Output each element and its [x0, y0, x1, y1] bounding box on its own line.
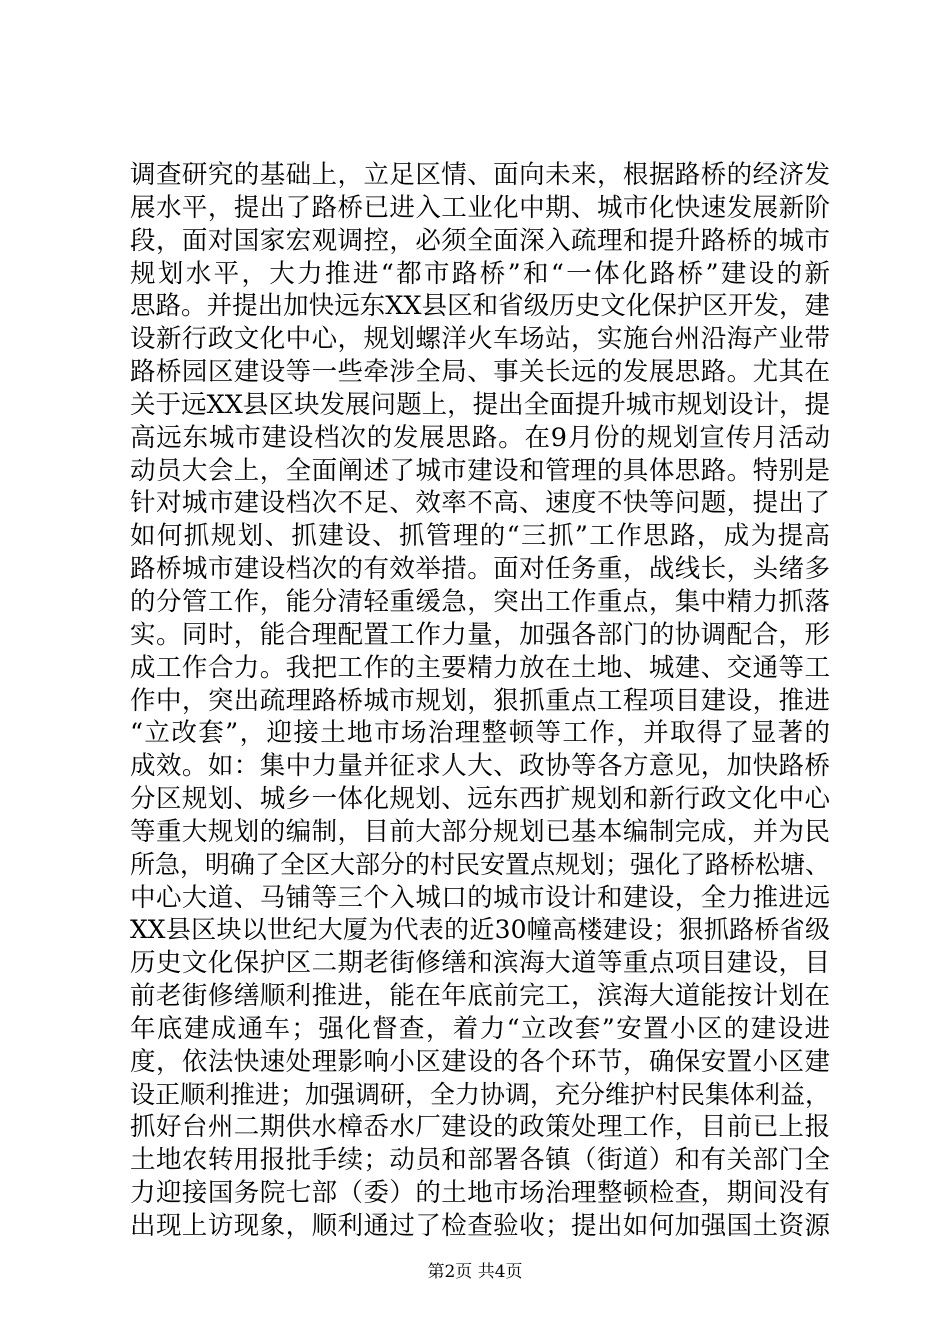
- text-line: 等重大规划的编制，目前大部分规划已基本编制完成，并为民: [130, 816, 830, 847]
- text-line: 段，面对国家宏观调控，必须全面深入疏理和提升路桥的城市: [130, 225, 830, 256]
- text-line: 高远东城市建设档次的发展思路。在9月份的规划宣传月活动: [130, 422, 830, 453]
- text-line: 度，依法快速处理影响小区建设的各个环节，确保安置小区建: [130, 1046, 830, 1077]
- text-line: 设正顺利推进；加强调研，全力协调，充分维护村民集体利益，: [130, 1079, 831, 1109]
- text-line: 前老街修缮顺利推进，能在年底前完工，滨海大道能按计划在: [130, 981, 830, 1012]
- text-line: 的分管工作，能分清轻重缓急，突出工作重点，集中精力抓落: [130, 586, 830, 617]
- text-line: 年底建成通车；强化督查，着力“立改套”安置小区的建设进: [130, 1013, 830, 1044]
- text-line: 关于远XX县区块发展问题上，提出全面提升城市规划设计，提: [130, 389, 830, 420]
- text-line: 土地农转用报批手续；动员和部署各镇（街道）和有关部门全: [130, 1145, 830, 1176]
- page-number: 第2页 共4页: [427, 1262, 523, 1282]
- text-line: 作中，突出疏理路桥城市规划，狠抓重点工程项目建设，推进: [130, 685, 830, 716]
- text-line: 思路。并提出加快远东XX县区和省级历史文化保护区开发，建: [130, 291, 830, 322]
- text-line: 历史文化保护区二期老街修缮和滨海大道等重点项目建设，目: [130, 948, 830, 979]
- text-line: 路桥园区建设等一些牵涉全局、事关长远的发展思路。尤其在: [130, 357, 830, 388]
- text-line: 展水平，提出了路桥已进入工业化中期、城市化快速发展新阶: [130, 192, 830, 223]
- text-line: 规划水平，大力推进“都市路桥”和“一体化路桥”建设的新: [130, 258, 830, 289]
- text-line: 力迎接国务院七部（委）的土地市场治理整顿检查，期间没有: [130, 1178, 830, 1209]
- text-line: 如何抓规划、抓建设、抓管理的“三抓”工作思路，成为提高: [130, 521, 830, 552]
- text-line: 调查研究的基础上，立足区情、面向未来，根据路桥的经济发: [130, 160, 830, 190]
- text-line: 成工作合力。我把工作的主要精力放在土地、城建、交通等工: [130, 652, 830, 683]
- text-line: 中心大道、马铺等三个入城口的城市设计和建设，全力推进远: [130, 882, 830, 913]
- text-line: 设新行政文化中心，规划螺洋火车场站，实施台州沿海产业带: [130, 324, 830, 355]
- text-line: 路桥城市建设档次的有效举措。面对任务重，战线长，头绪多: [130, 554, 830, 585]
- text-line: XX县区块以世纪大厦为代表的近30幢高楼建设；狠抓路桥省级: [130, 915, 830, 945]
- text-line: 出现上访现象，顺利通过了检查验收；提出如何加强国土资源: [130, 1211, 830, 1241]
- text-line: “立改套”，迎接土地市场治理整顿等工作，并取得了显著的: [130, 718, 830, 749]
- body-text: [130, 159, 830, 1243]
- text-line: 实。同时，能合理配置工作力量，加强各部门的协调配合，形: [130, 619, 830, 650]
- text-line: 抓好台州二期供水樟岙水厂建设的政策处理工作，目前已上报: [130, 1112, 830, 1143]
- page-footer: [0, 1261, 950, 1283]
- text-line: 所急，明确了全区大部分的村民安置点规划；强化了路桥松塘、: [130, 849, 831, 879]
- text-line: 针对城市建设档次不足、效率不高、速度不快等问题，提出了: [130, 488, 830, 519]
- text-line: 动员大会上，全面阐述了城市建设和管理的具体思路。特别是: [130, 455, 830, 486]
- text-line: 分区规划、城乡一体化规划、远东西扩规划和新行政文化中心: [130, 784, 830, 815]
- text-line: 成效。如：集中力量并征求人大、政协等各方意见，加快路桥: [130, 751, 830, 782]
